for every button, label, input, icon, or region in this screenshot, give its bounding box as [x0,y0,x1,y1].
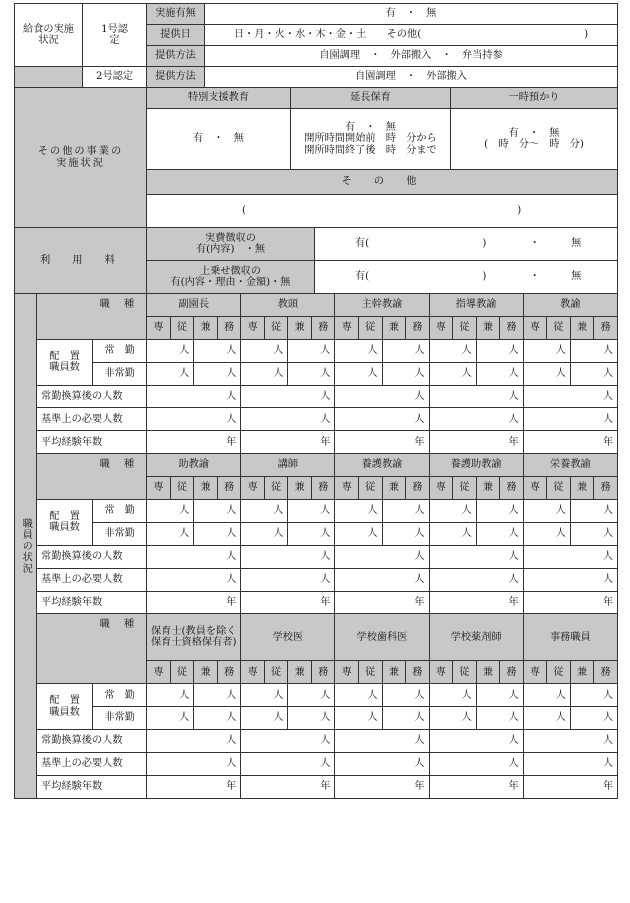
extended-line3: 開所時間終了後 時 分まで [304,144,437,156]
required-count[interactable]: 人 [335,568,429,591]
others-open-paren: ( [242,205,246,217]
sub-header: 従 [358,477,382,500]
experience-years[interactable]: 年 [335,775,429,798]
sub-header: 兼 [570,316,594,339]
fulltime-dedicated-count[interactable]: 人 [335,684,382,707]
parttime-dedicated-count[interactable]: 人 [429,522,476,545]
job-name: 養護助教諭 [429,454,523,477]
required-count[interactable]: 人 [147,408,241,431]
fee-none: 無 [571,271,582,283]
parttime-concurrent-count[interactable]: 人 [194,522,241,545]
sub-header: 従 [358,661,382,684]
others-header: そ の 他 [147,170,618,195]
meal-row-label: 提供方法 [147,46,205,67]
parttime-concurrent-count[interactable]: 人 [194,362,241,385]
parttime-concurrent-count[interactable]: 人 [476,362,523,385]
fee-label-extra [147,261,315,294]
fulltime-dedicated-count[interactable]: 人 [147,500,194,523]
sub-header: 従 [453,661,477,684]
sub-header: 兼 [194,661,218,684]
parttime-dedicated-count[interactable]: 人 [523,362,570,385]
fee-label-actual [147,228,315,261]
extended-line1: 有 ・ 無 [345,121,396,133]
fte-count[interactable]: 人 [523,730,617,753]
fte-count[interactable]: 人 [335,730,429,753]
job-label [37,454,147,500]
fee-close: ) [482,271,487,283]
sub-header: 務 [217,661,241,684]
sub-header: 専 [335,316,359,339]
fulltime-concurrent-count[interactable]: 人 [570,339,617,362]
fee-value-extra[interactable] [315,261,618,294]
job-name: 副園長 [147,294,241,317]
required-count[interactable]: 人 [429,753,523,776]
sub-header: 兼 [288,477,312,500]
sub-header: 従 [547,661,571,684]
meal-table [14,3,618,88]
fulltime-dedicated-count[interactable]: 人 [523,684,570,707]
parttime-concurrent-count[interactable]: 人 [288,707,335,730]
fte-count[interactable]: 人 [241,385,335,408]
fulltime-label: 常 勤 [93,684,147,707]
required-count[interactable]: 人 [523,408,617,431]
job-name: 講師 [241,454,335,477]
staff-title: 職員の状況 [15,294,37,799]
parttime-dedicated-count[interactable]: 人 [429,707,476,730]
fulltime-concurrent-count[interactable]: 人 [382,500,429,523]
fee-sep: ・ [529,238,540,250]
experience-years[interactable]: 年 [429,591,523,614]
fees-title: 利 用 料 [15,228,147,294]
fee-label-line: 上乗せ徴収の [199,265,262,277]
job-name: 助教諭 [147,454,241,477]
sub-header: 専 [147,316,171,339]
experience-years[interactable]: 年 [335,591,429,614]
cert2-label: 2号認定 [83,67,147,88]
job-name: 学校医 [241,614,335,661]
fte-count[interactable]: 人 [523,385,617,408]
experience-years[interactable]: 年 [241,591,335,614]
sub-header: 務 [500,316,524,339]
job-name: 保育士(教員を除く保育士資格保有者) [147,614,241,661]
experience-years[interactable]: 年 [523,591,617,614]
fulltime-concurrent-count[interactable]: 人 [476,500,523,523]
parttime-concurrent-count[interactable]: 人 [194,707,241,730]
meal-blank-cell [15,67,83,88]
sub-header: 務 [217,316,241,339]
fee-none: 無 [571,238,582,250]
fee-open: 有( [355,271,370,283]
parttime-concurrent-count[interactable]: 人 [382,707,429,730]
fulltime-label: 常 勤 [93,500,147,523]
job-label-text: 職 種 [99,299,137,310]
parttime-label: 非常勤 [93,362,147,385]
sub-header: 務 [406,477,430,500]
fte-count-label: 常勤換算後の人数 [37,730,147,753]
parttime-label: 非常勤 [93,707,147,730]
sub-header: 務 [594,661,618,684]
cert1-label: 1号認定 [83,4,147,67]
parttime-concurrent-count[interactable]: 人 [288,362,335,385]
sub-header: 務 [311,661,335,684]
sub-header: 兼 [194,316,218,339]
sub-header: 従 [547,316,571,339]
parttime-concurrent-count[interactable]: 人 [476,707,523,730]
fte-count[interactable]: 人 [147,385,241,408]
experience-years[interactable]: 年 [523,431,617,454]
required-count[interactable]: 人 [523,753,617,776]
sub-header: 専 [241,477,265,500]
experience-years[interactable]: 年 [335,431,429,454]
fte-count-label: 常勤換算後の人数 [37,545,147,568]
fte-count[interactable]: 人 [147,545,241,568]
sub-header: 従 [453,316,477,339]
temporary-line2: ( 時 分～ 時 分) [484,139,584,150]
sub-header: 従 [453,477,477,500]
fte-count[interactable]: 人 [241,730,335,753]
job-label [37,614,147,684]
required-count[interactable]: 人 [241,753,335,776]
fulltime-dedicated-count[interactable]: 人 [335,500,382,523]
sub-header: 務 [500,477,524,500]
fulltime-dedicated-count[interactable]: 人 [241,339,288,362]
placement-label: 配 置職員数 [37,684,93,730]
meal-title: 給食の実施状況 [15,4,83,67]
header-extended-care: 延長保育 [291,88,451,109]
other-projects-table [14,87,618,228]
fte-count[interactable]: 人 [429,385,523,408]
sub-header: 従 [264,661,288,684]
parttime-concurrent-count[interactable]: 人 [476,522,523,545]
job-label [37,294,147,340]
fulltime-dedicated-count[interactable]: 人 [429,684,476,707]
sub-header: 兼 [382,661,406,684]
fees-table [14,227,618,294]
experience-years-label: 平均経験年数 [37,431,147,454]
sub-header: 従 [358,316,382,339]
fte-count[interactable]: 人 [335,545,429,568]
fte-count[interactable]: 人 [241,545,335,568]
parttime-concurrent-count[interactable]: 人 [570,362,617,385]
extended-line2: 開所時間開始前 時 分から [304,133,437,145]
parttime-label: 非常勤 [93,522,147,545]
fee-label-line: 実費徴収の [205,232,256,244]
fulltime-concurrent-count[interactable]: 人 [288,684,335,707]
sub-header: 兼 [194,477,218,500]
sub-header: 専 [147,477,171,500]
fulltime-dedicated-count[interactable]: 人 [429,500,476,523]
sub-header: 兼 [476,477,500,500]
fulltime-concurrent-count[interactable]: 人 [476,339,523,362]
required-count[interactable]: 人 [335,753,429,776]
fte-count[interactable]: 人 [429,545,523,568]
sub-header: 兼 [382,477,406,500]
required-count[interactable]: 人 [335,408,429,431]
experience-years[interactable]: 年 [147,591,241,614]
meal-row-label: 提供日 [147,25,205,46]
required-count[interactable]: 人 [429,568,523,591]
sub-header: 専 [241,316,265,339]
sub-header: 従 [170,316,194,339]
others-close-paren: ) [517,205,522,217]
sub-header: 専 [147,661,171,684]
sub-header: 従 [170,661,194,684]
fulltime-concurrent-count[interactable]: 人 [476,684,523,707]
parttime-concurrent-count[interactable]: 人 [288,522,335,545]
experience-years[interactable]: 年 [241,775,335,798]
fulltime-dedicated-count[interactable]: 人 [429,339,476,362]
fte-count[interactable]: 人 [335,385,429,408]
fulltime-concurrent-count[interactable]: 人 [570,684,617,707]
parttime-dedicated-count[interactable]: 人 [147,522,194,545]
placement-label: 配 置職員数 [37,339,93,385]
fulltime-dedicated-count[interactable]: 人 [523,339,570,362]
required-count[interactable]: 人 [147,753,241,776]
fulltime-concurrent-count[interactable]: 人 [382,684,429,707]
header-special-support: 特別支援教育 [147,88,291,109]
sub-header: 専 [335,661,359,684]
parttime-dedicated-count[interactable]: 人 [241,362,288,385]
fulltime-concurrent-count[interactable]: 人 [288,339,335,362]
job-name: 養護教諭 [335,454,429,477]
fulltime-concurrent-count[interactable]: 人 [570,500,617,523]
job-name: 主幹教諭 [335,294,429,317]
required-count[interactable]: 人 [429,408,523,431]
special-support-value[interactable]: 有 ・ 無 [147,109,291,170]
fulltime-dedicated-count[interactable]: 人 [241,684,288,707]
sub-header: 兼 [288,661,312,684]
experience-years[interactable]: 年 [429,431,523,454]
fee-open: 有( [355,238,370,250]
experience-years[interactable]: 年 [523,775,617,798]
parttime-concurrent-count[interactable]: 人 [570,522,617,545]
job-name: 学校歯科医 [335,614,429,661]
fte-count[interactable]: 人 [429,730,523,753]
fulltime-concurrent-count[interactable]: 人 [288,500,335,523]
sub-header: 務 [500,661,524,684]
sub-header: 専 [429,477,453,500]
temporary-line1: 有 ・ 無 [508,127,560,139]
experience-years-label: 平均経験年数 [37,775,147,798]
fulltime-dedicated-count[interactable]: 人 [147,684,194,707]
fulltime-label: 常 勤 [93,339,147,362]
required-count[interactable]: 人 [241,568,335,591]
sub-header: 務 [217,477,241,500]
others-value-cell[interactable] [147,195,618,228]
job-label-text: 職 種 [99,619,137,631]
parttime-dedicated-count[interactable]: 人 [335,522,382,545]
required-count[interactable]: 人 [523,568,617,591]
experience-years[interactable]: 年 [147,431,241,454]
job-name: 学校薬剤師 [429,614,523,661]
fee-label-line: 有(内容) ・無 [195,244,266,255]
fulltime-dedicated-count[interactable]: 人 [335,339,382,362]
parttime-dedicated-count[interactable]: 人 [335,362,382,385]
sub-header: 専 [523,477,547,500]
required-count[interactable]: 人 [147,568,241,591]
fulltime-concurrent-count[interactable]: 人 [194,500,241,523]
meal-implemented-value[interactable]: 有 ・ 無 [205,4,618,25]
sub-header: 務 [311,477,335,500]
parttime-dedicated-count[interactable]: 人 [147,362,194,385]
extended-care-cell[interactable] [291,109,451,170]
required-count[interactable]: 人 [241,408,335,431]
parttime-dedicated-count[interactable]: 人 [147,707,194,730]
sub-header: 従 [264,316,288,339]
sub-header: 専 [335,477,359,500]
parttime-dedicated-count[interactable]: 人 [241,522,288,545]
sub-header: 専 [241,661,265,684]
fulltime-dedicated-count[interactable]: 人 [523,500,570,523]
sub-header: 務 [594,477,618,500]
fulltime-dedicated-count[interactable]: 人 [241,500,288,523]
parttime-concurrent-count[interactable]: 人 [570,707,617,730]
fulltime-concurrent-count[interactable]: 人 [194,339,241,362]
meal-row-label: 実施有無 [147,4,205,25]
sub-header: 兼 [476,316,500,339]
parttime-dedicated-count[interactable]: 人 [523,707,570,730]
sub-header: 専 [523,661,547,684]
job-name: 教頭 [241,294,335,317]
temporary-care-cell[interactable] [451,109,618,170]
header-temporary-care: 一時預かり [451,88,618,109]
parttime-dedicated-count[interactable]: 人 [523,522,570,545]
fulltime-concurrent-count[interactable]: 人 [194,684,241,707]
sub-header: 専 [429,316,453,339]
placement-label: 配 置職員数 [37,500,93,546]
job-name: 事務職員 [523,614,617,661]
experience-years[interactable]: 年 [241,431,335,454]
sub-header: 務 [406,316,430,339]
fee-close: ) [482,238,487,250]
sub-header: 兼 [476,661,500,684]
required-count-label: 基準上の必要人数 [37,753,147,776]
sub-header: 兼 [382,316,406,339]
job-name: 教諭 [523,294,617,317]
sub-header: 従 [264,477,288,500]
sub-header: 兼 [288,316,312,339]
sub-header: 専 [429,661,453,684]
meal-method2-value[interactable]: 自園調理 ・ 外部搬入 [205,67,618,88]
meal-days-value[interactable]: 日・月・火・水・木・金・土 その他( ) [205,25,618,46]
sub-header: 務 [406,661,430,684]
fte-count[interactable]: 人 [147,730,241,753]
fulltime-concurrent-count[interactable]: 人 [382,339,429,362]
sub-header: 兼 [570,661,594,684]
parttime-concurrent-count[interactable]: 人 [382,522,429,545]
parttime-dedicated-count[interactable]: 人 [241,707,288,730]
sub-header: 従 [547,477,571,500]
fte-count-label: 常勤換算後の人数 [37,385,147,408]
sub-header: 従 [170,477,194,500]
fee-value-actual[interactable] [315,228,618,261]
sub-header: 務 [311,316,335,339]
experience-years[interactable]: 年 [147,775,241,798]
sub-header: 兼 [570,477,594,500]
meal-row-label: 提供方法 [147,67,205,88]
sub-header: 専 [523,316,547,339]
required-count-label: 基準上の必要人数 [37,568,147,591]
parttime-dedicated-count[interactable]: 人 [429,362,476,385]
other-projects-title: その他の事業の実施状況 [15,88,147,228]
experience-years-label: 平均経験年数 [37,591,147,614]
job-label-text: 職 種 [99,459,137,471]
experience-years[interactable]: 年 [429,775,523,798]
fee-label-line: 有(内容・理由・金額)・無 [170,277,291,288]
parttime-concurrent-count[interactable]: 人 [382,362,429,385]
required-count-label: 基準上の必要人数 [37,408,147,431]
meal-method1-value[interactable]: 自園調理 ・ 外部搬入 ・ 弁当持参 [205,46,618,67]
fee-sep: ・ [529,271,540,283]
parttime-dedicated-count[interactable]: 人 [335,707,382,730]
staff-table [14,293,618,799]
fte-count[interactable]: 人 [523,545,617,568]
sub-header: 務 [594,316,618,339]
fulltime-dedicated-count[interactable]: 人 [147,339,194,362]
job-name: 指導教諭 [429,294,523,317]
job-name: 栄養教諭 [523,454,617,477]
